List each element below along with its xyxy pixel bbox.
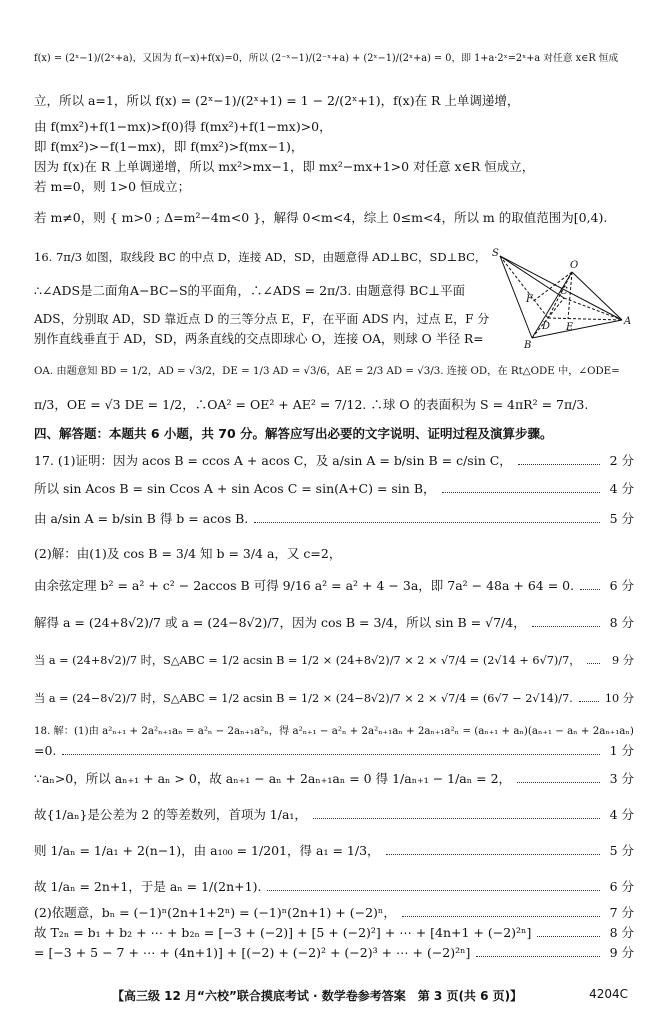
text-line: 因为 f(x)在 R 上单调递增，所以 mx²>mx−1，即 mx²−mx+1>0 对任意 x∈R 恒成立， [34,159,535,174]
scored-line: 17. (1)证明：因为 acos B = ccos A + acos C，及 a/sin A = b/sin B = c/sin C， 2 分 [34,453,634,468]
scored-line: 所以 sin Acos B = sin Ccos A + sin Acos C = sin(A+C) = sin B， 4 分 [34,481,634,496]
section-heading: 四、解答题：本题共 6 小题，共 70 分。解答应写出必要的文字说明、证明过程及演算步骤。 [34,426,553,441]
problem-16-line: OA. 由题意知 BD = 1/2，AD = √3/2，DE = 1/3 AD = √3/6，AE = 2/3 AD = √3/3. 连接 OD，在 Rt△ODE 中，∠ODE= [34,365,620,377]
label-c: C [560,286,568,297]
label-o: O [570,260,579,271]
scored-line: (2)依题意，bₙ = (−1)ⁿ(2n+1+2ⁿ) = (−1)ⁿ(2n+1) + (−2)ⁿ， 7 分 [34,905,634,920]
scored-line: 当 a = (24+8√2)/7 时，S△ABC = 1/2 acsin B = 1/2 × (24+8√2)/7 × 2 × √7/4 = (2√14 + 6√7)/7， 9 分 [34,654,634,667]
scored-line: ∵aₙ>0，所以 aₙ₊₁ + aₙ > 0，故 aₙ₊₁ − aₙ + 2aₙ₊₁aₙ = 0 得 1/aₙ₊₁ − 1/aₙ = 2， 3 分 [34,771,634,786]
segment-oa [572,272,622,320]
footer-code: 4204C [589,987,628,1001]
text-line: f(x) = (2ˣ−1)/(2ˣ+a)，又因为 f(−x)+f(x)=0，所以 (2⁻ˣ−1)/(2⁻ˣ+a) + (2ˣ−1)/(2ˣ+a) = 0，即 1+a·2ˣ=2ˣ+a 对任意 x∈R 恒成 [34,53,619,64]
edge-sc [500,256,564,298]
edge-ca [564,298,622,320]
scored-line: 故 T₂ₙ = b₁ + b₂ + ⋯ + b₂ₙ = [−3 + (−2)] + [5 + (−2)²] + ⋯ + [4n+1 + (−2)²ⁿ] 8 分 [34,925,634,940]
scored-line: 故{1/aₙ}是公差为 2 的等差数列，首项为 1/a₁， 4 分 [34,807,634,822]
text-line: 若 m≠0，则 { m>0 ; Δ=m²−4m<0 }，解得 0<m<4，综上 0≤m<4，所以 m 的取值范围为[0,4). [34,210,608,225]
segment-da [548,318,622,320]
problem-16-line: 16. 7π/3 如图，取线段 BC 的中点 D，连接 AD，SD，由题意得 AD⊥BC，SD⊥BC， [34,250,487,264]
label-s: S [492,248,499,259]
scored-line: 由余弦定理 b² = a² + c² − 2accos B 可得 9/16 a² = a² + 4 − 3a，即 7a² − 48a + 64 = 0. 6 分 [34,578,634,593]
problem-16-line: ADS，分别取 AD，SD 靠近点 D 的三等分点 E，F，在平面 ADS 内，过点 E，F 分 [34,312,490,326]
segment-sd [500,256,548,318]
scored-line: (2)解：由(1)及 cos B = 3/4 知 b = 3/4 a，又 c=2， [34,546,342,561]
scored-line: 18. 解：(1)由 a²ₙ₊₁ + 2a²ₙ₊₁aₙ = a²ₙ − 2aₙ₊₁a²ₙ，得 a²ₙ₊₁ − a²ₙ + 2a²ₙ₊₁aₙ + 2aₙ₊₁a²ₙ = (aₙ₊₁ + aₙ)(aₙ₊₁ − aₙ + 2aₙ₊₁aₙ) [34,725,634,737]
text-line: 立，所以 a=1，所以 f(x) = (2ˣ−1)/(2ˣ+1) = 1 − 2/(2ˣ+1)，f(x)在 R 上单调递增， [34,93,520,108]
scored-line: 解得 a = (24+8√2)/7 或 a = (24−8√2)/7，因为 cos B = 3/4，所以 sin B = √7/4， 8 分 [34,615,634,630]
scored-line: = [−3 + 5 − 7 + ⋯ + (4n+1)] + [(−2) + (−2)² + (−2)³ + ⋯ + (−2)²ⁿ] 9 分 [34,945,634,960]
scored-line: 由 a/sin A = b/sin B 得 b = acos B. 5 分 [34,511,634,526]
footer-title: 【高三级 12 月“六校”联合摸底考试 · 数学卷参考答案 第 3 页(共 6 页)】 [112,989,523,1003]
text-line: 由 f(mx²)+f(1−mx)>f(0)得 f(mx²)+f(1−mx)>0， [34,119,332,134]
label-f: F [526,294,533,305]
problem-16-line: 别作直线垂直于 AD，SD，两条直线的交点即球心 O，连接 OA，则球 O 半径 R= [34,332,484,346]
label-b: B [524,340,532,351]
problem-16-line: ∴∠ADS是二面角A−BC−S的平面角，∴∠ADS = 2π/3. 由题意得 BC⊥平面 [34,283,466,298]
tetrahedron-figure [492,248,634,352]
scored-line: 当 a = (24−8√2)/7 时，S△ABC = 1/2 acsin B = 1/2 × (24−8√2)/7 × 2 × √7/4 = (6√7 − 2√14)/7. 10 分 [34,692,634,705]
scored-line: 则 1/aₙ = 1/a₁ + 2(n−1)，由 a₁₀₀ = 1/201，得 a₁ = 1/3， 5 分 [34,843,634,858]
scored-line: 故 1/aₙ = 2n+1，于是 aₙ = 1/(2n+1). 6 分 [34,879,634,894]
text-line: 若 m=0，则 1>0 恒成立； [34,179,191,194]
problem-16-line: π/3，OE = √3 DE = 1/2，∴OA² = OE² + AE² = 7/12. ∴球 O 的表面积为 S = 4πR² = 7π/3. [34,397,589,412]
label-d: D [542,321,551,332]
label-e: E [566,322,574,333]
text-line: 即 f(mx²)>−f(1−mx)，即 f(mx²)>f(mx−1)， [34,139,304,154]
scored-line: =0. 1 分 [34,743,634,758]
page-footer [0,987,648,1007]
label-a: A [624,316,632,327]
